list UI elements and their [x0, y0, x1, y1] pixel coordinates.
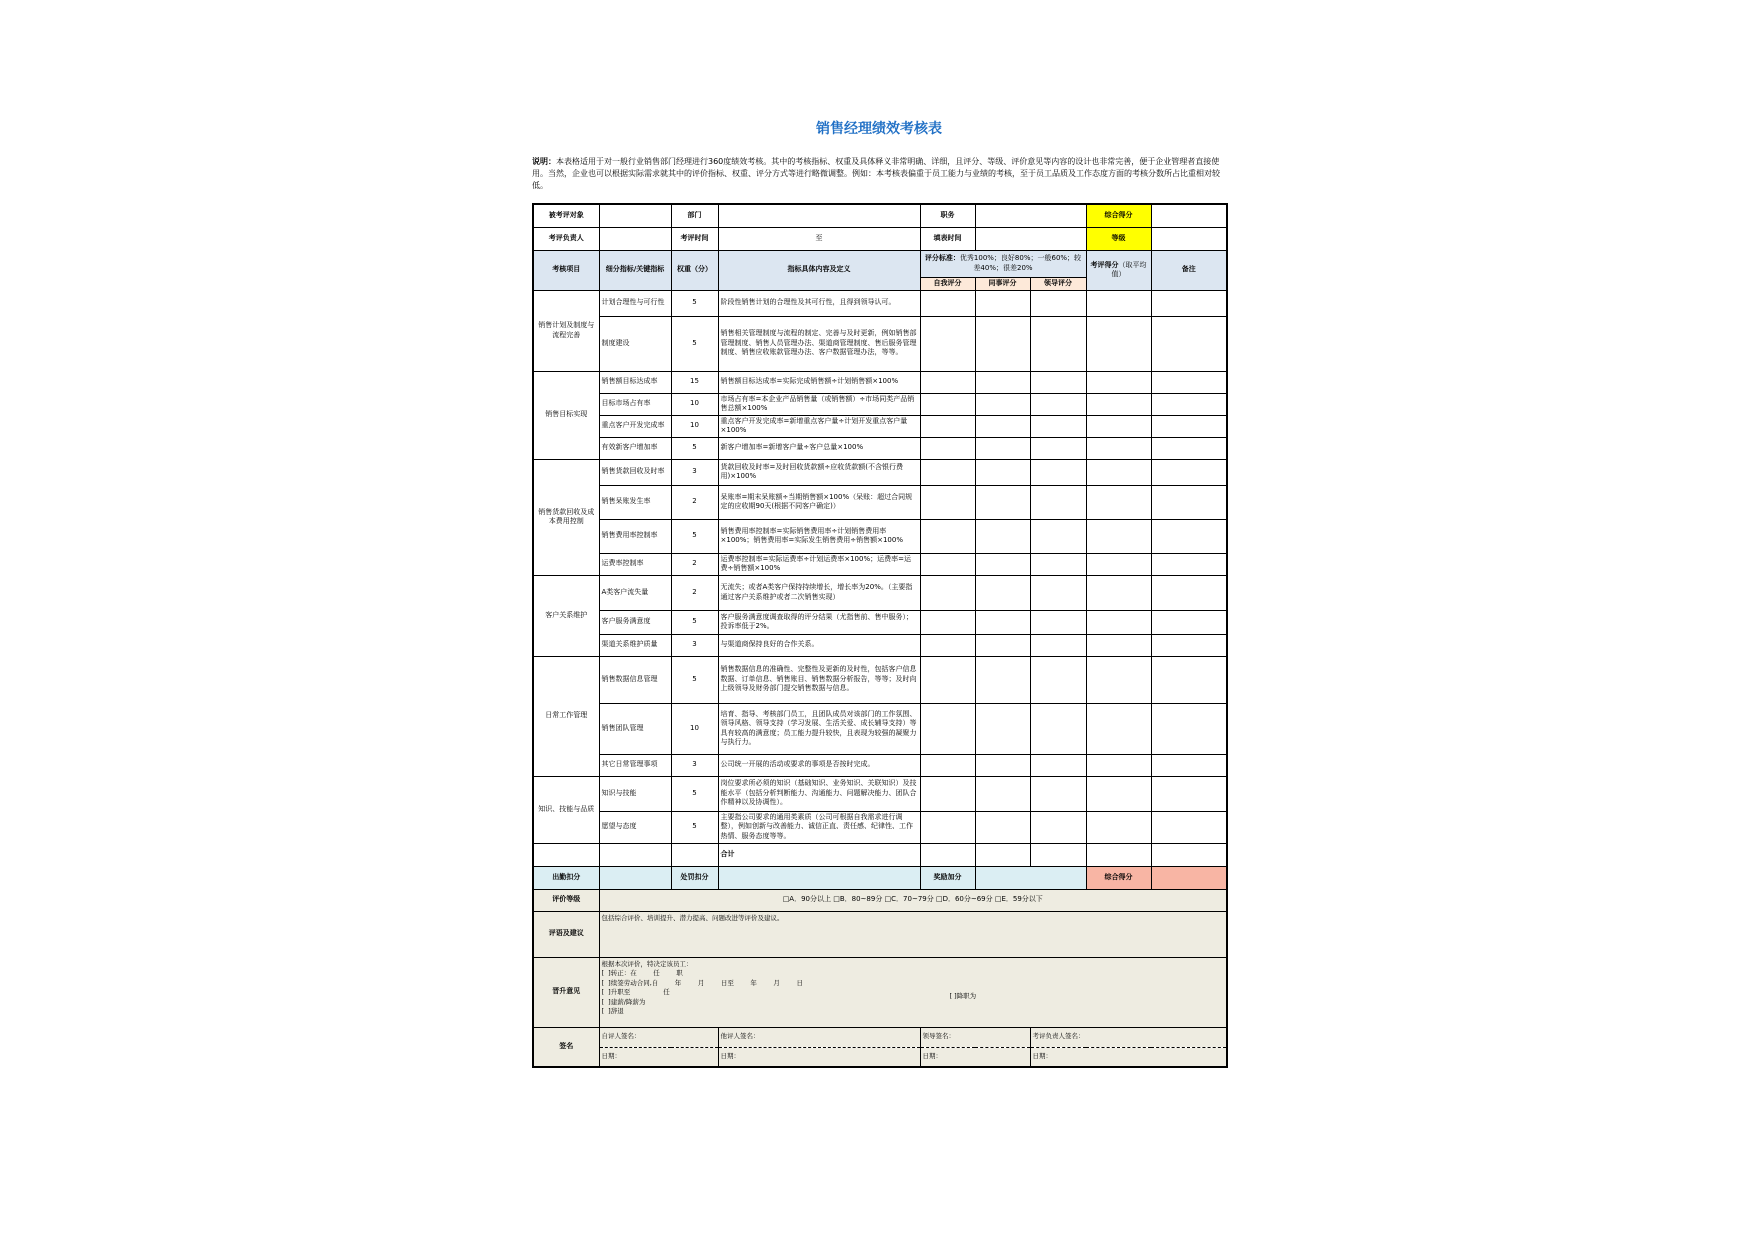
penalty-field[interactable] [718, 866, 920, 889]
score-note: （取平均值） [1111, 260, 1147, 278]
evaluator-field[interactable] [599, 227, 671, 250]
final-score-label: 综合得分 [1086, 866, 1151, 889]
total-peer[interactable] [975, 843, 1030, 866]
self-score-cell[interactable] [920, 811, 975, 843]
self-score-cell[interactable] [920, 415, 975, 437]
score-cell[interactable] [1086, 393, 1151, 415]
eval-time-field[interactable]: 至 [718, 227, 920, 250]
kpi-weight: 5 [671, 290, 718, 316]
fill-time-label: 填表时间 [920, 227, 975, 250]
description-text: 本表格适用于对一般行业销售部门经理进行360度绩效考核。其中的考核指标、权重及具体释义非常明确、详细，且评分、等级、评价意见等内容的设计也非常完善，便于企业管理者直接使用。当然，企业也可以根据实际需求就其中的评价指标、权重、评分方式等进行略微调整。例如：本考核表偏重于员工能力与业绩的考核，至于员工品质及工作态度方面的考核分数所占比重相对较低。 [532, 157, 1220, 190]
kpi-definition: 培育、指导、考核部门员工，且团队成员对该部门的工作氛围、领导风格、领导支持（学习发展、生活关爱、成长辅导支持）等具有较高的满意度；员工能力提升较快，且表现为较强的凝聚力与执行力。 [718, 703, 920, 754]
leader-score-cell[interactable] [1030, 634, 1086, 656]
score-cell[interactable] [1086, 776, 1151, 811]
remark-cell[interactable] [1151, 371, 1227, 393]
kpi-weight: 10 [671, 393, 718, 415]
leader-score-cell[interactable] [1030, 703, 1086, 754]
kpi-row [533, 437, 1227, 459]
description-label: 说明： [532, 157, 556, 166]
leader-date[interactable]: 日期： [920, 1047, 1030, 1067]
peer-score-cell[interactable] [975, 485, 1030, 519]
kpi-weight: 15 [671, 371, 718, 393]
kpi-row [533, 575, 1227, 610]
bonus-label: 奖励加分 [920, 866, 975, 889]
kpi-row [533, 703, 1227, 754]
col-scoring-standard [920, 250, 1086, 277]
page-title: 销售经理绩效考核表 [816, 121, 942, 137]
kpi-name: 目标市场占有率 [599, 393, 671, 415]
promotion-line[interactable]: [ ]续签劳动合同,自 年 月 日至 年 月 日 [601, 978, 803, 987]
kpi-row [533, 459, 1227, 485]
final-score-field[interactable] [1151, 866, 1227, 889]
remark-cell[interactable] [1151, 415, 1227, 437]
leader-score-cell[interactable] [1030, 553, 1086, 575]
score-cell[interactable] [1086, 703, 1151, 754]
score-cell[interactable] [1086, 485, 1151, 519]
kpi-definition: 与渠道商保持良好的合作关系。 [718, 634, 920, 656]
score-cell[interactable] [1086, 575, 1151, 610]
score-cell[interactable] [1086, 437, 1151, 459]
remark-cell[interactable] [1151, 754, 1227, 776]
kpi-name: 销售费用率控制率 [599, 519, 671, 553]
peer-score-cell[interactable] [975, 415, 1030, 437]
evaluator-date[interactable]: 日期： [1030, 1047, 1227, 1067]
peer-score-cell[interactable] [975, 656, 1030, 703]
grade-field[interactable] [1151, 227, 1227, 250]
evaluator-label: 考评负责人 [533, 227, 599, 250]
promotion-line[interactable]: [ ]建薪/降薪为 [601, 997, 646, 1006]
col-weight: 权重（分） [671, 250, 718, 290]
kpi-definition: 销售额目标达成率=实际完成销售额÷计划销售额×100% [718, 371, 920, 393]
comments-field[interactable]: 包括综合评价、培训提升、潜力提高、问题改进等评价及建议。 [599, 911, 1227, 957]
kpi-definition: 呆账率=期末呆账额÷当期销售额×100%（呆账：超过合同规定的应收期90天(根据不同客户确定)） [718, 485, 920, 519]
promotion-line[interactable]: [ ]升职至 任 [601, 988, 670, 996]
kpi-definition: 销售相关管理制度与流程的制定、完善与及时更新，例如销售部管理制度、销售人员管理办法、渠道商管理制度、售后服务管理制度、销售应收账款管理办法、客户数据管理办法，等等。 [718, 316, 920, 371]
assessment-item: 销售货款回收及成本费用控制 [533, 459, 599, 575]
kpi-definition: 销售数据信息的准确性、完整性及更新的及时性，包括客户信息数据、订单信息、销售账目、销售数据分析报告，等等；及时向上级领导及财务部门提交销售数据与信息。 [718, 656, 920, 703]
remark-cell[interactable] [1151, 575, 1227, 610]
kpi-name: 运费率控制率 [599, 553, 671, 575]
score-cell[interactable] [1086, 415, 1151, 437]
peer-score-cell[interactable] [975, 634, 1030, 656]
promotion-line[interactable]: [ ]转正：在 任 职 [601, 969, 683, 977]
peer-score-cell[interactable] [975, 393, 1030, 415]
kpi-row [533, 610, 1227, 634]
self-score-cell[interactable] [920, 610, 975, 634]
rating-options[interactable]: □A．90分以上 □B．80~89分 □C．70~79分 □D．60分~69分 □E．59分以下 [599, 889, 1227, 911]
assessment-item: 销售目标实现 [533, 371, 599, 459]
total-row [533, 843, 1227, 866]
remark-cell[interactable] [1151, 776, 1227, 811]
kpi-definition: 重点客户开发完成率=新增重点客户量÷计划开发重点客户量×100% [718, 415, 920, 437]
self-score-cell[interactable] [920, 754, 975, 776]
kpi-name: 销售额目标达成率 [599, 371, 671, 393]
evaluatee-field[interactable] [599, 204, 671, 227]
self-score-cell[interactable] [920, 656, 975, 703]
kpi-weight: 5 [671, 316, 718, 371]
col-kpi: 细分指标/关键指标 [599, 250, 671, 290]
self-score-cell[interactable] [920, 703, 975, 754]
kpi-weight: 3 [671, 754, 718, 776]
self-score-cell[interactable] [920, 575, 975, 610]
kpi-definition: 主要指公司要求的通用类素质（公司可根据自我需求进行调整），例如创新与改善能力、诚信正直、责任感、纪律性、工作热情、服务态度等等。 [718, 811, 920, 843]
kpi-row [533, 290, 1227, 316]
leader-score-cell[interactable] [1030, 656, 1086, 703]
col-item: 考核项目 [533, 250, 599, 290]
kpi-weight: 10 [671, 703, 718, 754]
col-remark: 备注 [1151, 250, 1227, 290]
self-score-cell[interactable] [920, 485, 975, 519]
leader-score-cell[interactable] [1030, 393, 1086, 415]
self-date[interactable]: 日期： [599, 1047, 718, 1067]
leader-score-cell[interactable] [1030, 754, 1086, 776]
kpi-name: 计划合理性与可行性 [599, 290, 671, 316]
peer-score-cell[interactable] [975, 316, 1030, 371]
score-cell[interactable] [1086, 754, 1151, 776]
kpi-name: A类客户流失量 [599, 575, 671, 610]
comments-label: 评语及建议 [533, 911, 599, 957]
promotion-row [533, 957, 1227, 1027]
kpi-weight: 5 [671, 776, 718, 811]
kpi-weight: 2 [671, 553, 718, 575]
kpi-row [533, 415, 1227, 437]
kpi-definition: 岗位要求所必须的知识（基础知识、业务知识、关联知识）及技能水平（包括分析判断能力、沟通能力、问题解决能力、团队合作精神以及协调性）。 [718, 776, 920, 811]
score-cell[interactable] [1086, 459, 1151, 485]
kpi-name: 有效新客户增加率 [599, 437, 671, 459]
assessment-item: 客户关系维护 [533, 575, 599, 656]
leader-score-cell[interactable] [1030, 485, 1086, 519]
assessment-table [532, 203, 1228, 1068]
assessment-item: 日常工作管理 [533, 656, 599, 776]
kpi-name: 销售团队管理 [599, 703, 671, 754]
self-score-cell[interactable] [920, 437, 975, 459]
kpi-row [533, 656, 1227, 703]
evaluatee-label: 被考评对象 [533, 204, 599, 227]
department-label: 部门 [671, 204, 718, 227]
peer-score-cell[interactable] [975, 459, 1030, 485]
kpi-row [533, 776, 1227, 811]
header-row-1 [533, 204, 1227, 227]
score-cell[interactable] [1086, 290, 1151, 316]
position-field[interactable] [975, 204, 1086, 227]
promotion-lines [602, 960, 1225, 1017]
kpi-definition: 销售费用率控制率=实际销售费用率÷计划销售费用率×100%；销售费用率=实际发生销售费用÷销售额×100% [718, 519, 920, 553]
self-score-cell[interactable] [920, 634, 975, 656]
score-cell[interactable] [1086, 519, 1151, 553]
fill-time-field[interactable] [975, 227, 1086, 250]
evaluator-sign[interactable]: 考评负责人签名： [1030, 1027, 1227, 1047]
kpi-name: 制度建设 [599, 316, 671, 371]
kpi-weight: 2 [671, 485, 718, 519]
promotion-line[interactable]: [ ]辞退 [601, 1007, 624, 1015]
attendance-label: 出勤扣分 [533, 866, 599, 889]
leader-score-cell[interactable] [1030, 290, 1086, 316]
remark-cell[interactable] [1151, 393, 1227, 415]
remark-cell[interactable] [1151, 656, 1227, 703]
header-row-2 [533, 227, 1227, 250]
self-sign[interactable]: 自评人签名： [599, 1027, 718, 1047]
bonus-field[interactable] [975, 866, 1086, 889]
remark-cell[interactable] [1151, 811, 1227, 843]
leader-sign[interactable]: 领导签名： [920, 1027, 1030, 1047]
kpi-weight: 5 [671, 437, 718, 459]
other-sign[interactable]: 他评人签名： [718, 1027, 920, 1047]
total-remark[interactable] [1151, 843, 1227, 866]
total-label: 合计 [718, 843, 920, 866]
kpi-row [533, 553, 1227, 575]
scoring-text: 优秀100%；良好80%；一般60%；较差40%；很差20% [959, 254, 1082, 272]
kpi-weight: 3 [671, 459, 718, 485]
kpi-definition: 公司统一开展的活动或要求的事项是否按时完成。 [718, 754, 920, 776]
kpi-weight: 5 [671, 610, 718, 634]
kpi-name: 愿望与态度 [599, 811, 671, 843]
kpi-row [533, 754, 1227, 776]
kpi-row [533, 519, 1227, 553]
peer-score-cell[interactable] [975, 437, 1030, 459]
promotion-line: 根据本次评价，特决定该员工： [601, 959, 693, 968]
remark-cell[interactable] [1151, 634, 1227, 656]
peer-score-cell[interactable] [975, 610, 1030, 634]
peer-score-cell[interactable] [975, 703, 1030, 754]
peer-score-cell[interactable] [975, 290, 1030, 316]
score-label: 考评得分 [1090, 260, 1119, 269]
remark-cell[interactable] [1151, 553, 1227, 575]
self-score-cell[interactable] [920, 290, 975, 316]
remark-cell[interactable] [1151, 290, 1227, 316]
remark-cell[interactable] [1151, 459, 1227, 485]
kpi-name: 销售数据信息管理 [599, 656, 671, 703]
score-cell[interactable] [1086, 811, 1151, 843]
peer-score-cell[interactable] [975, 553, 1030, 575]
promotion-label: 晋升意见 [533, 957, 599, 1027]
score-cell[interactable] [1086, 371, 1151, 393]
col-definition: 指标具体内容及定义 [718, 250, 920, 290]
self-score-cell[interactable] [920, 371, 975, 393]
score-cell[interactable] [1086, 634, 1151, 656]
remark-cell[interactable] [1151, 703, 1227, 754]
total-score-field[interactable] [1151, 204, 1227, 227]
signature-row-2 [533, 1047, 1227, 1067]
self-score-cell[interactable] [920, 519, 975, 553]
comments-row [533, 911, 1227, 957]
kpi-row [533, 811, 1227, 843]
column-header-row [533, 250, 1227, 277]
leader-score-cell[interactable] [1030, 610, 1086, 634]
kpi-name: 其它日常管理事项 [599, 754, 671, 776]
total-leader[interactable] [1030, 843, 1086, 866]
assessment-page [532, 118, 1226, 1068]
col-score [1086, 250, 1151, 290]
leader-score-cell[interactable] [1030, 459, 1086, 485]
remark-cell[interactable] [1151, 485, 1227, 519]
other-date[interactable]: 日期： [718, 1047, 920, 1067]
leader-score-cell[interactable] [1030, 437, 1086, 459]
signature-row-1 [533, 1027, 1227, 1047]
kpi-name: 销售货款回收及时率 [599, 459, 671, 485]
total-score[interactable] [1086, 843, 1151, 866]
promotion-demote[interactable]: [ ]降职为 [949, 991, 977, 1000]
kpi-weight: 2 [671, 575, 718, 610]
peer-score-cell[interactable] [975, 811, 1030, 843]
self-score-cell[interactable] [920, 393, 975, 415]
kpi-definition: 市场占有率=本企业产品销售量（或销售额）÷市场同类产品销售总额×100% [718, 393, 920, 415]
department-field[interactable] [718, 204, 920, 227]
col-self-score: 自我评分 [920, 277, 975, 290]
scoring-label: 评分标准： [924, 254, 960, 262]
promotion-field[interactable] [599, 957, 1227, 1027]
total-self[interactable] [920, 843, 975, 866]
leader-score-cell[interactable] [1030, 371, 1086, 393]
peer-score-cell[interactable] [975, 776, 1030, 811]
kpi-name: 知识与技能 [599, 776, 671, 811]
score-cell[interactable] [1086, 610, 1151, 634]
kpi-definition: 阶段性销售计划的合理性及其可行性，且得到领导认可。 [718, 290, 920, 316]
peer-score-cell[interactable] [975, 519, 1030, 553]
kpi-definition: 运费率控制率=实际运费率÷计划运费率×100%；运费率=运费÷销售额×100% [718, 553, 920, 575]
leader-score-cell[interactable] [1030, 415, 1086, 437]
self-score-cell[interactable] [920, 553, 975, 575]
col-peer-score: 同事评分 [975, 277, 1030, 290]
leader-score-cell[interactable] [1030, 519, 1086, 553]
kpi-weight: 5 [671, 656, 718, 703]
self-score-cell[interactable] [920, 316, 975, 371]
signature-label: 签名 [533, 1027, 599, 1067]
description [532, 156, 1226, 192]
remark-cell[interactable] [1151, 610, 1227, 634]
peer-score-cell[interactable] [975, 371, 1030, 393]
kpi-row [533, 393, 1227, 415]
kpi-name: 渠道关系维护质量 [599, 634, 671, 656]
kpi-row [533, 485, 1227, 519]
remark-cell[interactable] [1151, 316, 1227, 371]
kpi-name: 销售呆账发生率 [599, 485, 671, 519]
remark-cell[interactable] [1151, 519, 1227, 553]
peer-score-cell[interactable] [975, 575, 1030, 610]
rating-row [533, 889, 1227, 911]
kpi-definition: 货款回收及时率=及时回收货款额÷应收货款额(不含银行费用)×100% [718, 459, 920, 485]
leader-score-cell[interactable] [1030, 316, 1086, 371]
score-cell[interactable] [1086, 656, 1151, 703]
kpi-definition: 新客户增加率=新增客户量÷客户总量×100% [718, 437, 920, 459]
kpi-weight: 5 [671, 519, 718, 553]
kpi-weight: 10 [671, 415, 718, 437]
score-cell[interactable] [1086, 553, 1151, 575]
kpi-name: 重点客户开发完成率 [599, 415, 671, 437]
kpi-weight: 5 [671, 811, 718, 843]
score-cell[interactable] [1086, 316, 1151, 371]
kpi-weight: 3 [671, 634, 718, 656]
leader-score-cell[interactable] [1030, 575, 1086, 610]
kpi-name: 客户服务满意度 [599, 610, 671, 634]
kpi-definition: 无流失；或者A类客户保持持续增长，增长率为20%。（主要指通过客户关系维护或者二次销售实现） [718, 575, 920, 610]
kpi-definition: 客户服务满意度调查取得的评分结果（尤指售前、售中服务）；投诉率低于2%。 [718, 610, 920, 634]
assessment-item: 知识、技能与品质 [533, 776, 599, 843]
kpi-row [533, 316, 1227, 371]
penalty-label: 处罚扣分 [671, 866, 718, 889]
total-score-label: 综合得分 [1086, 204, 1151, 227]
grade-label: 等级 [1086, 227, 1151, 250]
rating-label: 评价等级 [533, 889, 599, 911]
attendance-field[interactable] [599, 866, 671, 889]
self-score-cell[interactable] [920, 776, 975, 811]
position-label: 职务 [920, 204, 975, 227]
assessment-item: 销售计划及制度与流程完善 [533, 290, 599, 371]
self-score-cell[interactable] [920, 459, 975, 485]
remark-cell[interactable] [1151, 437, 1227, 459]
leader-score-cell[interactable] [1030, 811, 1086, 843]
peer-score-cell[interactable] [975, 754, 1030, 776]
kpi-row [533, 634, 1227, 656]
deduction-row [533, 866, 1227, 889]
eval-time-label: 考评时间 [671, 227, 718, 250]
leader-score-cell[interactable] [1030, 776, 1086, 811]
col-leader-score: 领导评分 [1030, 277, 1086, 290]
kpi-row [533, 371, 1227, 393]
